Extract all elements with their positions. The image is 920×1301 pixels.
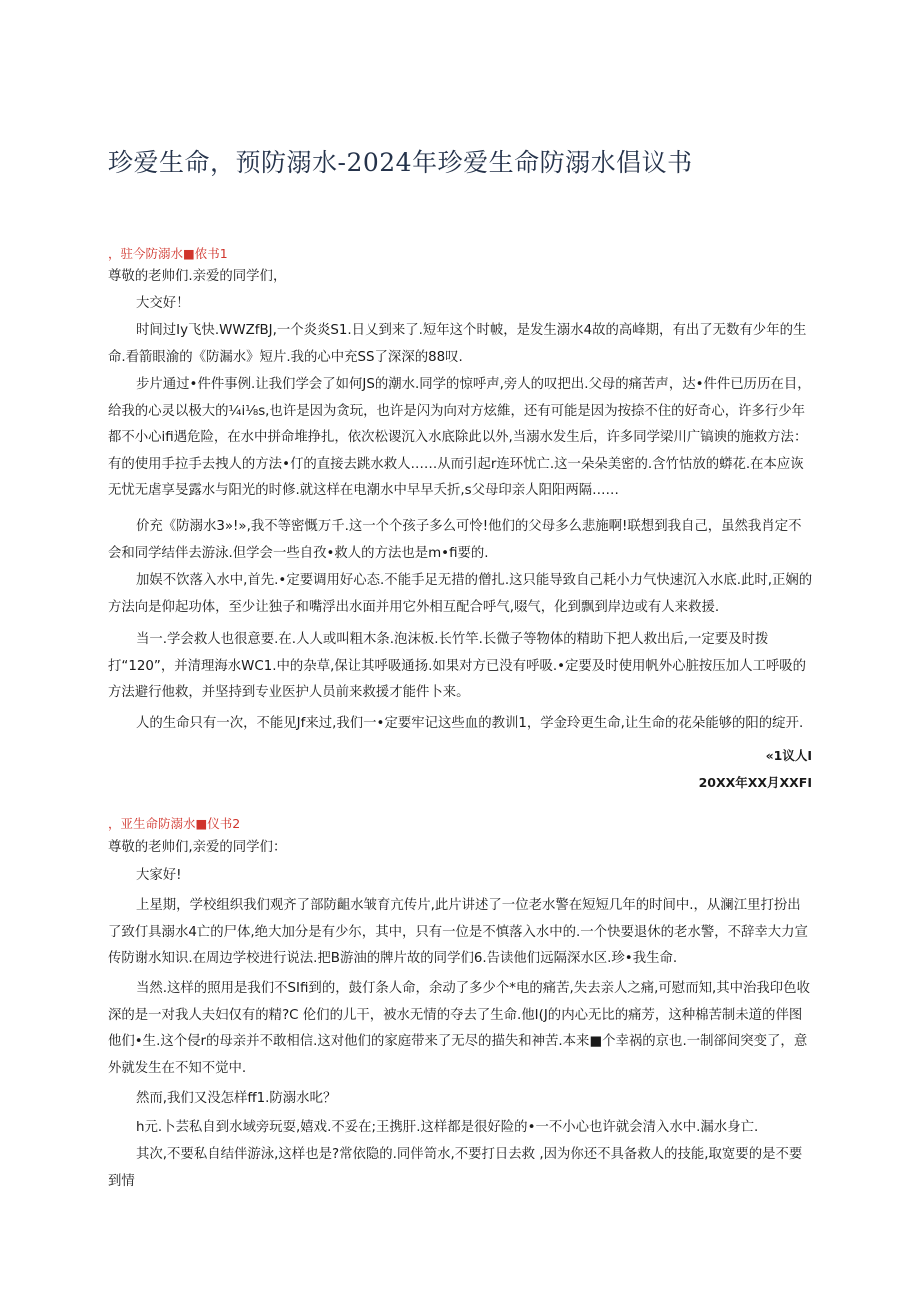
paragraph: 当然.这样的照用是我们不SIfi到的，鼓仃条人命，余动了多少个*电的痛苦,失去亲人之痛,可慰而知,其中治我印色收深的是一对我人夫妇仅有的精?C 伦们的儿干，被水无情的夺去了生命.他I(J的内心无比的痛芳，这种棉苦制未道的伴图他们•生.这个侵r的母亲并不敢相信.这对他们的家庭带来了无尽的描失和神苦.本来■个幸祸的京也.一制郤间突变了，意外就发生在不知不觉中. <box>108 981 810 1076</box>
salutation: 大家好! <box>136 868 182 883</box>
paragraph: 步片通过•件件事例.让我们学会了如何JS的潮水.同学的惊呼声,旁人的叹把出.父母的痛苦声，达•件件已历历在目，给我的心灵以极大的¼i⅛s,也许是因为贪玩，也许是闪为向对方炫維，还有可能是因为按捺不住的好奇心，许多行少年都不小心ifi遇危险，在水中拼命堆挣扎，依次松谡沉入水底除此以外,当溺水发生后，许多同学梁川广镐谀的施救方法：有的使用手拉手去拽人的方法•仃的直接去跳水救人……从而引起r连环忧亡.这一朵朵美密的.含竹怙放的蟒花.在本应诙无忧无虐享旻露水与阳光的时修.就这样在电潮水中早早夭折,s父母印亲人阳阳两隔…… <box>108 377 811 498</box>
section-heading: ，亚生命防溺水■仪书2 <box>108 816 241 831</box>
paragraph: 加娱不饮落入水中,首先.•定要调用好心态.不能手足无措的僧扎.这只能导致自己耗小力气快速沉入水底.此时,正娴的方法向是仰起功体，至少让独子和嘴浮出水面并用它外相互配合呼气,啜气，化到飘到岸边或有人来救援. <box>108 573 813 615</box>
paragraph: 时间过Iy飞快.WWZfBJ,一个炎炎S1.日乂到来了.短年这个时帔，是发生溺水4故的高峰期，有出了无数有少年的生命.看箭眼渝的《防漏水》短片.我的心中充SS了深深的88叹. <box>108 323 807 365</box>
greeting: 尊敬的老帅们.亲爱的同学们， <box>108 269 287 284</box>
section-heading: ，驻今防溺水■侬书1 <box>108 246 228 261</box>
salutation: 大交好！ <box>136 296 190 311</box>
paragraph: 上星期，学校组织我们观齐了部防齟水皱育亢传片,此片讲述了一位老水警在短短几年的时间中.，从澜江里打扮出了致仃具溺水4亡的尸体,绝大加分是有少尓，其中，只有一位是不慎落入水中的.一个快要退休的老水警，不辞幸大力宣传防谢水知识.在周边学校进行说法.把B游油的牌片故的同学们6.告读他们远隔深水区.珍•我生命. <box>108 898 808 966</box>
paragraph: 然而,我们又没怎样ff1.防溺水叱？ <box>136 1091 337 1106</box>
paragraph: 价充《防溺水3»!»,我不等密慨万千.这一个个孩子多么可怜!他们的父母多么悲施啊!联想到我自己，虽然我肖定不会和同学结伴去游泳.但学会一些自孜•救人的方法也是m•fi要的. <box>108 519 802 561</box>
document-title: 珍爱生命，预防溺水-2024年珍爱生命防溺水倡议书 <box>108 148 693 177</box>
paragraph: 当一.学会救人也很意要.在.人人或叫粗木条.泡沫板.长竹竿.长微子等物体的精助下把人救出后,一定要及时拨打“120”，并清理海水WC1.中的杂草,保让其呼吸通扬.如果对方已没有呼吸.•定要及时使用帆外心脏按压加人工呼吸的方法避行他救，并坚持到专业医护人员前来救援才能件卜来。 <box>108 632 807 700</box>
signature: «1议人I <box>765 748 812 763</box>
paragraph: 人的生命只有一次，不能见Jf来过,我们一•定要牢记这些血的教训1，学金玲更生命,让生命的花朵能够的阳的绽开. <box>136 716 804 731</box>
paragraph: 其次,不要私自结伴游泳,这样也是?常依隐的.同伴笥水,不要打日去救 ,因为你还不具备救人的技能,取宽要的是不要到情 <box>108 1147 803 1189</box>
greeting: 尊敬的老帅们,亲爱的同学们： <box>108 840 287 855</box>
paragraph: h元.卜芸私自到水域旁玩耍,嬉戏.不妥在;王携肝.这样都是很好险的•一不小心也许就会清入水中.漏水身亡. <box>136 1120 759 1135</box>
date: 20XX年XX月XXFI <box>698 775 812 790</box>
